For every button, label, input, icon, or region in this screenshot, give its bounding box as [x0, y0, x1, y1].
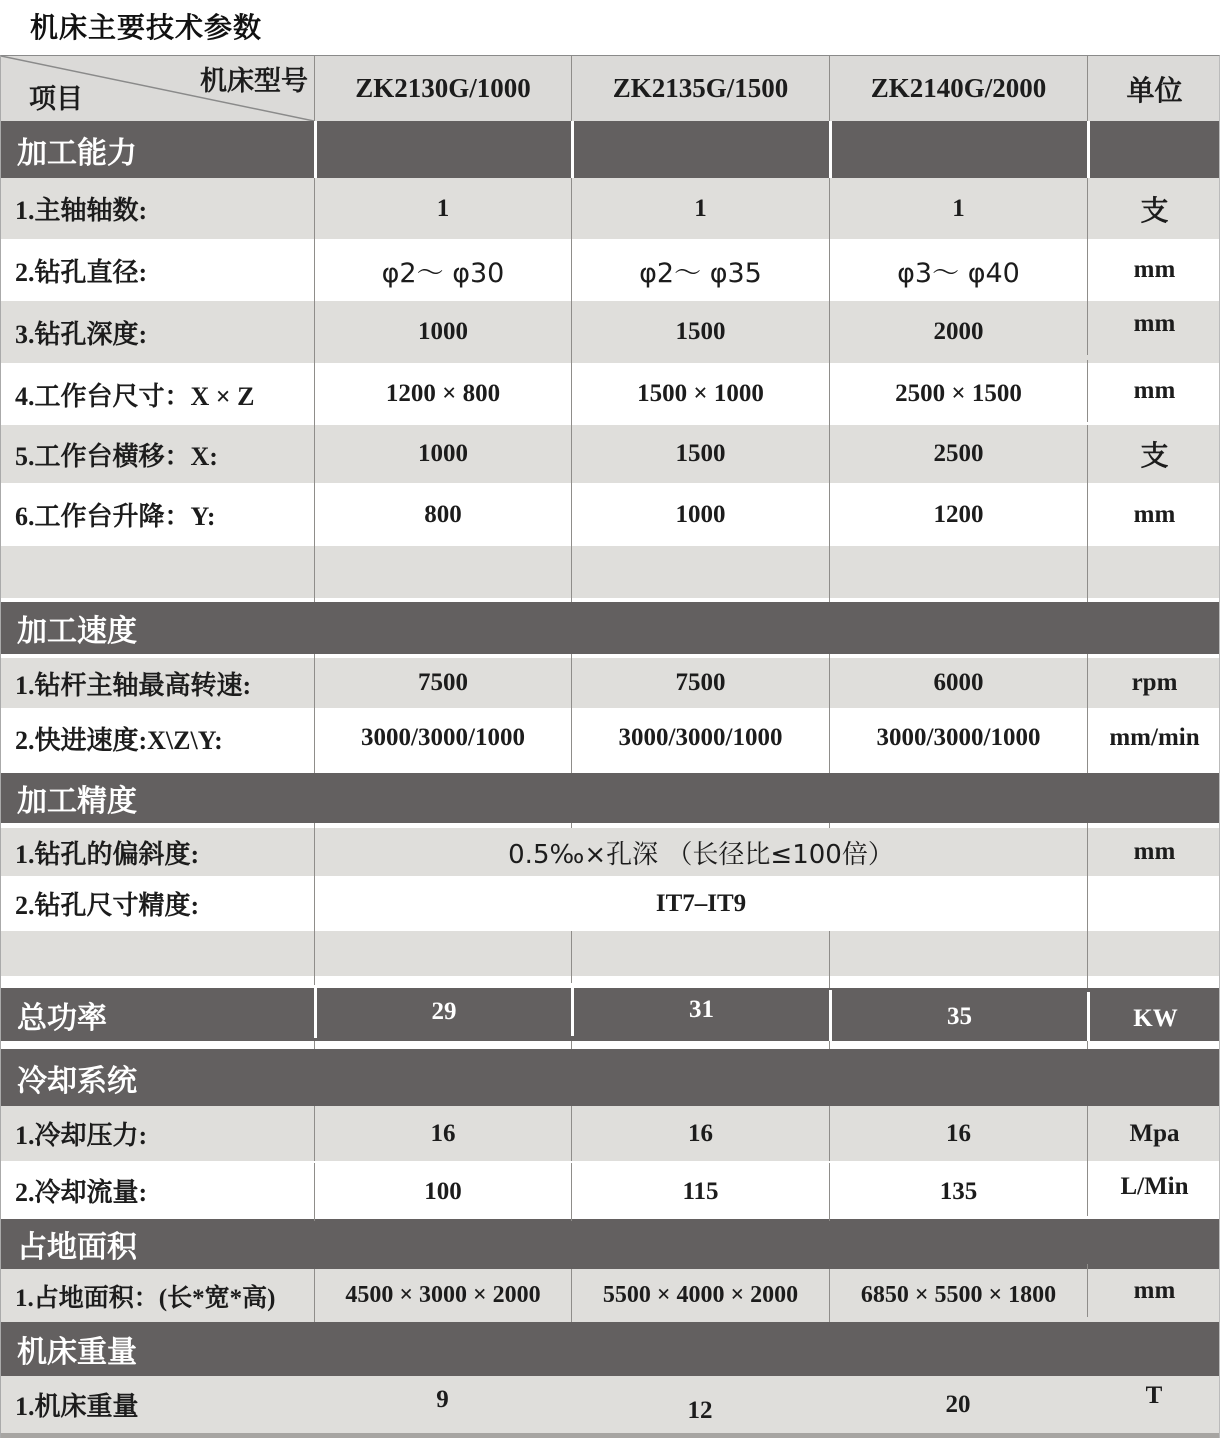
empty-cell — [1087, 546, 1220, 598]
empty-cell — [314, 931, 571, 976]
cell-value: 1500 — [571, 301, 829, 363]
page-title: 机床主要技术参数 — [30, 11, 263, 44]
gap-row — [1, 598, 1219, 602]
cell-value: 3000/3000/1000 — [829, 708, 1087, 768]
table-row-merged — [1, 876, 1219, 931]
cell-unit: KW — [1087, 992, 1220, 1045]
row-label: 总功率 — [17, 1000, 107, 1036]
empty-cell — [1, 931, 314, 976]
empty-cell — [1, 598, 314, 602]
empty-cell — [1, 768, 314, 773]
cell-unit: 支 — [1087, 425, 1220, 483]
section-header-cooling — [1, 1049, 1219, 1106]
section-title: 冷却系统 — [17, 1063, 137, 1099]
row-label: 1.冷却压力: — [15, 1121, 148, 1150]
empty-cell — [314, 768, 571, 773]
cell-unit: mm — [1087, 360, 1220, 422]
cell-value: 9 — [436, 1385, 449, 1413]
cell-value: 16 — [314, 1106, 571, 1161]
section-title: 加工能力 — [17, 135, 137, 171]
table-row — [1, 1106, 1219, 1161]
empty-cell — [571, 1041, 829, 1049]
empty-cell — [1, 546, 314, 598]
cell-value: 16 — [829, 1106, 1087, 1161]
cell-unit: mm — [1087, 1264, 1220, 1317]
row-label: 2.钻孔尺寸精度: — [15, 891, 200, 920]
table-row-merged — [1, 828, 1219, 876]
cell-value: 16 — [571, 1106, 829, 1161]
cell-value: 100 — [314, 1163, 571, 1221]
cell-unit: mm/min — [1087, 708, 1220, 768]
empty-cell — [1, 1041, 314, 1049]
cell-value: 35 — [829, 990, 1087, 1043]
cell-value: 4500 × 3000 × 2000 — [314, 1269, 571, 1322]
empty-cell — [829, 1041, 1087, 1049]
cell-value: 2500 × 1500 — [829, 363, 1087, 425]
cell-value: 12 — [687, 1396, 713, 1424]
cell-value: 20 — [945, 1390, 971, 1418]
column-header-model-1: ZK2130G/1000 — [314, 56, 571, 121]
empty-cell — [1087, 768, 1220, 773]
cell-value: 3000/3000/1000 — [314, 708, 571, 768]
empty-cell — [314, 121, 571, 178]
row-label: 5.工作台横移：X: — [15, 441, 218, 471]
row-label: 2.冷却流量: — [15, 1177, 148, 1207]
cell-unit: L/Min — [1087, 1158, 1220, 1216]
corner-label-item: 项目 — [29, 84, 83, 114]
empty-cell — [571, 546, 829, 598]
section-title: 加工精度 — [17, 784, 137, 819]
empty-cell — [314, 1041, 571, 1049]
cell-value: 1000 — [314, 301, 571, 363]
row-label: 4.工作台尺寸：X × Z — [15, 381, 255, 411]
empty-cell — [571, 598, 829, 602]
section-title: 占地面积 — [17, 1230, 137, 1265]
row-label: 1.钻杆主轴最高转速: — [15, 670, 252, 700]
cell-unit: 支 — [1087, 178, 1220, 239]
cell-value: φ3～ φ40 — [829, 239, 1087, 301]
table-row — [1, 301, 1219, 363]
empty-cell — [1087, 976, 1220, 988]
empty-cell — [1087, 598, 1220, 602]
cell-unit: mm — [1087, 483, 1220, 546]
table-row — [1, 363, 1219, 425]
cell-value: 1 — [571, 178, 829, 239]
cell-value: 2000 — [829, 301, 1087, 363]
table-row — [1, 1376, 1219, 1433]
cell-value-merged: IT7–IT9 — [314, 876, 1087, 931]
section-header-weight — [1, 1322, 1219, 1376]
gap-row — [1, 1041, 1219, 1049]
row-label: 3.钻孔深度: — [15, 319, 148, 349]
empty-cell — [1087, 121, 1220, 178]
section-header-capability — [1, 121, 1219, 178]
cell-value: 31 — [571, 983, 829, 1036]
cell-value: 7500 — [314, 658, 571, 708]
empty-cell — [1, 976, 314, 988]
cell-value: 1500 × 1000 — [571, 363, 829, 425]
cell-unit: mm — [1087, 239, 1220, 301]
column-header-model-3: ZK2140G/2000 — [829, 56, 1087, 121]
section-title: 加工速度 — [17, 614, 137, 649]
empty-row — [1, 546, 1219, 598]
row-label: 1.钻孔的偏斜度: — [15, 839, 200, 869]
empty-cell — [1087, 931, 1220, 976]
table-row — [1, 239, 1219, 301]
empty-cell — [829, 121, 1087, 178]
table-row — [1, 708, 1219, 768]
column-header-unit: 单位 — [1087, 56, 1220, 121]
empty-cell — [571, 768, 829, 773]
empty-cell — [829, 768, 1087, 773]
table-row — [1, 178, 1219, 239]
section-row-total-power — [1, 988, 1219, 1041]
cell-value: 800 — [314, 483, 571, 546]
row-label: 1.机床重量 — [15, 1392, 139, 1421]
table-row — [1, 1161, 1219, 1219]
cell-value: 1200 × 800 — [314, 363, 571, 425]
cell-unit: mm — [1087, 828, 1220, 876]
table-row — [1, 1269, 1219, 1322]
empty-cell — [571, 931, 829, 976]
cell-value: 115 — [571, 1163, 829, 1221]
cell-value: 1 — [829, 178, 1087, 239]
empty-row — [1, 931, 1219, 976]
cell-value: 1500 — [571, 425, 829, 483]
empty-cell — [829, 546, 1087, 598]
cell-unit: T — [1145, 1381, 1163, 1409]
cell-value: 6000 — [829, 658, 1087, 708]
cell-unit: rpm — [1087, 658, 1220, 708]
cell-unit — [1087, 876, 1220, 931]
cell-value: 1200 — [829, 483, 1087, 546]
empty-cell — [1087, 1041, 1220, 1049]
cell-unit: mm — [1087, 293, 1220, 355]
table-row — [1, 658, 1219, 708]
cell-value: 1000 — [571, 483, 829, 546]
cell-value: 135 — [829, 1163, 1087, 1221]
corner-label-model: 机床型号 — [200, 66, 308, 96]
header-corner-cell — [1, 56, 314, 121]
row-label: 6.工作台升降：Y: — [15, 502, 216, 531]
section-title: 机床重量 — [17, 1335, 137, 1370]
spec-table — [0, 55, 1220, 1438]
table-row — [1, 425, 1219, 483]
cell-value: 29 — [314, 985, 571, 1038]
empty-cell — [829, 931, 1087, 976]
cell-value: φ2～ φ30 — [314, 239, 571, 301]
section-header-precision — [1, 773, 1219, 823]
cell-value: 7500 — [571, 658, 829, 708]
cell-value: 6850 × 5500 × 1800 — [829, 1269, 1087, 1322]
cell-value: 2500 — [829, 425, 1087, 483]
table-header-row — [1, 56, 1219, 121]
empty-cell — [829, 976, 1087, 988]
cell-value: 1 — [314, 178, 571, 239]
row-label: 2.快进速度:X\Z\Y: — [15, 725, 223, 755]
table-row — [1, 483, 1219, 546]
empty-cell — [571, 121, 829, 178]
row-label: 1.主轴轴数: — [15, 196, 148, 225]
section-header-speed — [1, 602, 1219, 654]
empty-cell — [314, 546, 571, 598]
empty-cell — [829, 598, 1087, 602]
row-label: 1.占地面积：(长*宽*高) — [15, 1284, 276, 1312]
cell-value-merged: 0.5‰×孔深 （长径比≤100倍） — [314, 828, 1087, 876]
column-header-model-2: ZK2135G/1500 — [571, 56, 829, 121]
section-header-footprint — [1, 1219, 1219, 1269]
cell-unit: Mpa — [1087, 1106, 1220, 1161]
empty-cell — [314, 598, 571, 602]
row-label: 2.钻孔直径: — [15, 257, 148, 287]
cell-value: 1000 — [314, 425, 571, 483]
cell-value: φ2～ φ35 — [571, 239, 829, 301]
gap-row — [1, 768, 1219, 773]
cell-value: 3000/3000/1000 — [571, 708, 829, 768]
cell-value: 5500 × 4000 × 2000 — [571, 1269, 829, 1322]
